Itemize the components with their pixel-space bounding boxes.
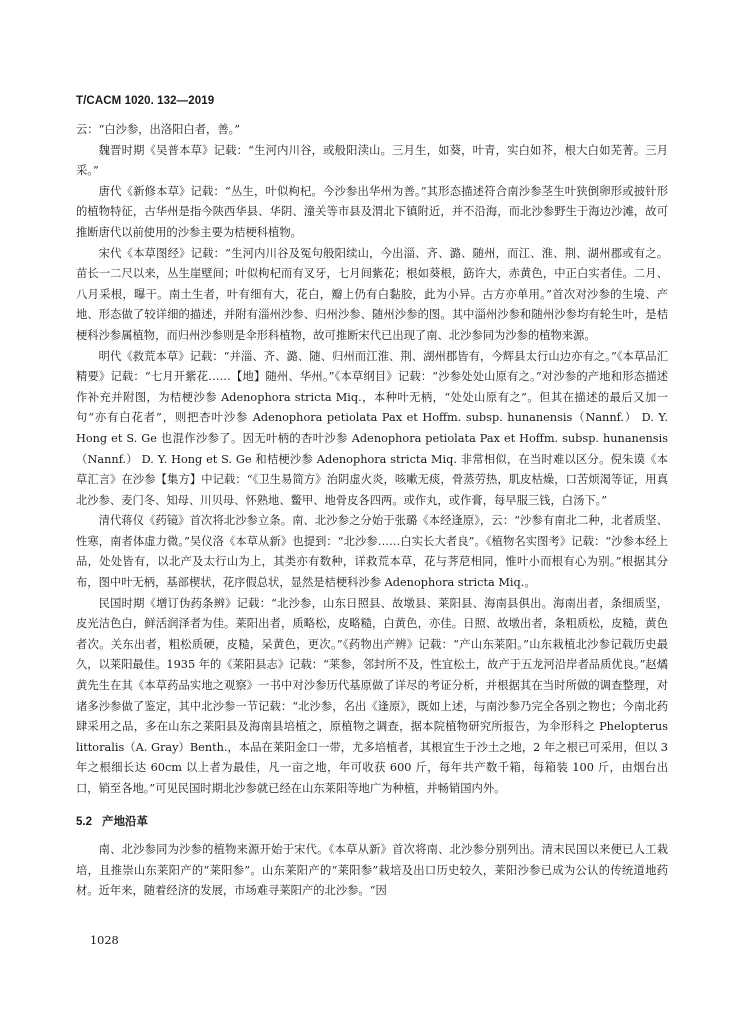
document-body [76, 120, 668, 902]
paragraph: 唐代《新修本草》记载：“丛生，叶似枸杞。今沙参出华州为善。”其形态描述符合南沙参茎生叶狭倒卵形或披针形的植物特征，古华州是指今陕西华县、华阴、潼关等市县及渭北下镇附近，并不沿海，而北沙参野生于海边沙滩，故可推断唐代以前使用的沙参主要为桔梗科植物。 [76, 184, 668, 239]
paragraph: 宋代《本草图经》记载：“生河内川谷及冤句般阳续山，今出淄、齐、潞、随州，而江、淮、荆、湖州郡或有之。苗长一二尺以来，丛生崖壁间；叶似枸杞而有叉牙，七月间紫花；根如葵根，筯许大，赤黄色，中正白实者佳。二月、八月采根，曝干。南土生者，叶有细有大，花白，瓣上仍有白黏胶，此为小异。古方亦单用。”首次对沙参的生境、产地、形态做了较详细的描述，并附有淄州沙参、归州沙参、随州沙参的图。其中淄州沙参和随州沙参均有轮生叶，是桔梗科沙参属植物，而归州沙参则是伞形科植物，故可推断宋代已出现了南、北沙参同为沙参的植物来源。 [76, 246, 668, 342]
standard-number: T/CACM 1020. 132—2019 [76, 95, 215, 107]
paragraph: 清代蒋仪《药镜》首次将北沙参立条。南、北沙参之分始于张璐《本经逢原》，云：“沙参有南北二种，北者质坚、性寒，南者体虚力微。”吴仪洛《本草从新》也提到：“北沙参……白实长大者良”。《植物名实图考》记载：“沙参本经上品，处处皆有，以北产及太行山为上，其类亦有数种，详救荒本草，花与荠苨相同，惟叶小而根有心为别。”根据其分布，图中叶无柄，基部楔状，花序假总状，显然是桔梗科沙参 Adenophora stricta Miq.。 [76, 514, 668, 590]
section-heading [76, 812, 668, 833]
page-number: 1028 [90, 934, 119, 947]
section-number: 5.2 [76, 815, 92, 828]
section-title: 产地沿革 [102, 815, 148, 828]
paragraph: 明代《救荒本草》记载：“并淄、齐、潞、随、归州而江淮、荆、湖州郡皆有，今辉县太行山边亦有之。”《本草品汇精要》记载：“七月开紫花……【地】随州、华州。”《本草纲目》记载：“沙参处处山原有之。”对沙参的产地和形态描述作补充并附图，为桔梗沙参 Adenophora stricta Miq.，本种叶无柄，“处处山原有之”。但其在描述的最后又加一句“亦有白花者”，则把杏叶沙参 Adenophora petiolata Pax et Hoffm. subsp. hunanensis（Nannf.） D. Y. Hong et S. Ge 也混作沙参了。因无叶柄的杏叶沙参 Adenophora petiolata Pax et Hoffm. subsp. hunanensis（Nannf.） D. Y. Hong et S. Ge 和桔梗沙参 Adenophora stricta Miq. 非常相似，在当时难以区分。倪朱谟《本草汇言》在沙参【集方】中记载：“《卫生易简方》治阴虚火炎，咳嗽无痰，骨蒸劳热，肌皮枯燥，口苦烦渴等证，用真北沙参、麦门冬、知母、川贝母、怀熟地、鳖甲、地骨皮各四两。或作丸，或作膏，每早服三钱，白汤下。” [76, 349, 668, 507]
paragraph: 民国时期《增订伪药条辨》记载：“北沙参，山东日照县、故墩县、莱阳县、海南县俱出。海南出者，条细质坚，皮光洁色白，鲜活润泽者为佳。莱阳出者，质略松，皮略糙，白黄色，亦佳。日照、故墩出者，条粗质松，皮糙，黄色者次。关东出者，粗松质硬，皮糙，呆黄色，更次。”《药物出产辨》记载：“产山东莱阳。”山东栽植北沙参记载历史最久，以莱阳最佳。1935 年的《莱阳县志》记载：“莱参，邻封所不及，性宜松土，故产于五龙河沿岸者品质优良。”赵燏黄先生在其《本草药品实地之观察》一书中对沙参历代基原做了详尽的考证分析，并根据其在当时所做的调查整理，对诸多沙参做了鉴定，其中北沙参一节记载：“北沙参，名出《逢原》，既如上述，与南沙参乃完全各别之物也；今南北药肆采用之品，多在山东之莱阳县及海南县培植之，原植物之调查，据本院植物研究所报告，为伞形科之 Phelopterus littoralis（A. Gray）Benth.，本品在莱阳金口一带，尤多培植者，其根宜生于沙土之地，2 年之根已可采用，但以 3 年之根细长达 60cm 以上者为最佳，凡一亩之地，年可收获 600 斤，每年共产数千箱，每箱装 100 斤，由烟台出口，销至各地。”可见民国时期北沙参就已经在山东莱阳等地广为种植，并畅销国内外。 [76, 596, 668, 795]
paragraph: 云：“白沙参，出洛阳白者，善。” [76, 123, 241, 136]
paragraph: 南、北沙参同为沙参的植物来源开始于宋代。《本草从新》首次将南、北沙参分别列出。清末民国以来便已人工栽培，且推崇山东莱阳产的“莱阳参”。山东莱阳产的“莱阳参”栽培及出口历史较久，莱阳沙参已成为公认的传统道地药材。近年来，随着经济的发展，市场难寻莱阳产的北沙参。“因 [76, 843, 668, 898]
paragraph: 魏晋时期《吴普本草》记载：“生河内川谷，或般阳渎山。三月生，如葵，叶青，实白如芥，根大白如芜菁。三月采。” [76, 143, 668, 178]
